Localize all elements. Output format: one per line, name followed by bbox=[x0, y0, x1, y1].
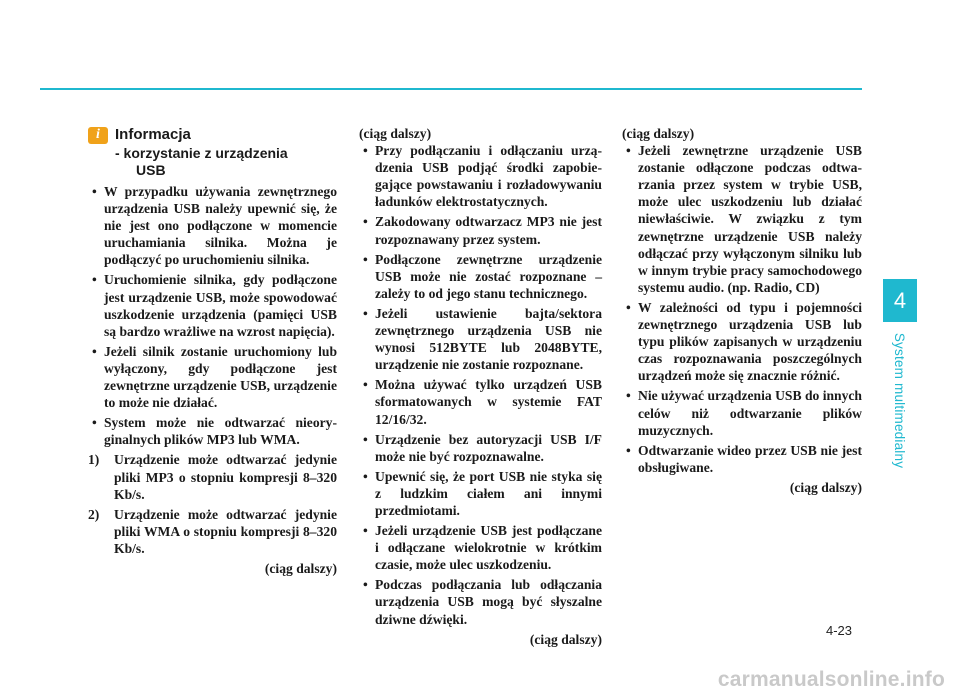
bullet-item: • W przypadku używania zewnętrznego urządzenia USB należy upewnić się, że nie jest ono podłączone w momencie uruchamiania silnika. Można je podłączyć po uruchomieniu silnika. bbox=[92, 184, 337, 268]
column-3 bbox=[622, 125, 862, 496]
bullet-item: • Uruchomienie silnika, gdy podłączone jest urządzenie USB, może spowodować uszkodzenie urządzenia (pamięci USB są bardzo wrażliwe na wzrost napięcia). bbox=[92, 272, 337, 339]
continued-note: (ciąg dalszy) bbox=[789, 479, 862, 495]
chapter-label-text: System multimedialny bbox=[892, 332, 908, 468]
bullet-text: Urządzenie bez autoryzacji USB I/F może nie być rozpoznawalne. bbox=[375, 431, 602, 464]
info-subtitle bbox=[88, 145, 337, 179]
bullet-text: Zakodowany odtwarzacz MP3 nie jest rozpoznawany przez system. bbox=[375, 214, 602, 247]
bullet-item: • Podłączone zewnętrzne urządzenie USB może nie zostać rozpoznane – zależy to od jego stanu technicznego. bbox=[363, 251, 602, 301]
chapter-tab[interactable]: 4 bbox=[883, 279, 917, 322]
bullet-text: Jeżeli urządzenie USB jest podłączane i odłączane wielokrotnie w krótkim czasie, może ulec uszkodzeniu. bbox=[375, 523, 602, 573]
bullet-text: Jeżeli silnik zostanie uruchomiony lub wyłączony, gdy podłączone jest zewnętrzne urządzenie USB, urządzenie to może nie działać. bbox=[104, 343, 337, 411]
numbered-text: Urządzenie może odtwarzać jedynie pliki MP3 o stopniu kompresji 8–320 Kb/s. bbox=[114, 452, 337, 502]
info-title: Informacja bbox=[115, 126, 191, 144]
bullet-item: • Jeżeli zewnętrzne urządzenie USB zostanie odłączone podczas odtwarzania przez system w trybie USB, może ulec uszkodzeniu lub działać niewłaściwie. W związku z tym zewnętrzne urządzenie USB należy odłączać przy wyłączonym silniku lub w innym trybie pracy samochodowego systemu audio. (np. Radio, CD) bbox=[626, 143, 862, 295]
bullet-item: • Przy podłączaniu i odłączaniu urządzenia USB podjąć środki zapobiegające powstawaniu i rozładowywaniu ładunków elektrostatycznych. bbox=[363, 143, 602, 210]
item-number: 2) bbox=[88, 506, 100, 522]
numbered-item bbox=[88, 451, 337, 502]
continued-note: (ciąg dalszy) bbox=[264, 560, 337, 576]
page-number: 4-23 bbox=[826, 623, 853, 638]
column-1 bbox=[88, 125, 337, 577]
header-rule bbox=[40, 88, 862, 90]
bullet-text: Nie używać urządzenia USB do innych celów niż odtwarzanie plików muzycznych. bbox=[638, 388, 862, 438]
bullet-text: Uruchomienie silnika, gdy podłączone jest urządzenie USB, może spowodować uszkodzenie urządzenia (pamięci USB są bardzo wrażliwe na wzrost napięcia). bbox=[104, 272, 337, 339]
column-2 bbox=[359, 125, 602, 648]
bullet-text: Podczas podłączania lub odłączania urządzenia USB mogą być słyszalne dziwne dźwięki. bbox=[375, 577, 602, 627]
bullet-text: W zależności od typu i pojemności zewnętrznego urządzenia USB lub typu plików zapisanych w urządzeniu czas rozpoznawania poszczególnych urządzeń może się znacznie różnić. bbox=[638, 299, 862, 384]
bullet-item: • Zakodowany odtwarzacz MP3 nie jest rozpoznawany przez system. bbox=[363, 214, 602, 247]
bullet-item: • W zależności od typu i pojemności zewnętrznego urządzenia USB lub typu plików zapisanych w urządzeniu czas rozpoznawania poszczególnych urządzeń może się znacznie różnić. bbox=[626, 299, 862, 384]
info-subtitle-line2: USB bbox=[136, 162, 166, 178]
bullet-text: Przy podłączaniu i odłączaniu urządzenia USB podjąć środki zapobiegające powstawaniu i rozładowywaniu ładunków elektrostatycznych. bbox=[375, 143, 602, 210]
continued-note: (ciąg dalszy) bbox=[529, 631, 602, 647]
bullet-item: • Urządzenie bez autoryzacji USB I/F może nie być rozpoznawalne. bbox=[363, 431, 602, 464]
bullet-text: Można używać tylko urządzeń USB sformatowanych w systemie FAT 12/16/32. bbox=[375, 377, 602, 427]
continued-header: (ciąg dalszy) bbox=[359, 126, 432, 141]
bullet-text: Jeżeli zewnętrzne urządzenie USB zostanie odłączone podczas odtwarzania przez system w trybie USB, może ulec uszkodzeniu lub działać niewłaściwie. W związku z tym zewnętrzne urządzenie USB należy odłączać przy wyłączonym silniku lub w innym trybie pracy samochodowego systemu audio. (np. Radio, CD) bbox=[638, 143, 862, 295]
continued-header: (ciąg dalszy) bbox=[622, 126, 695, 141]
bullet-item: • Podczas podłączania lub odłączania urządzenia USB mogą być słyszalne dziwne dźwięki. bbox=[363, 577, 602, 627]
bullet-item: • Jeżeli urządzenie USB jest podłączane i odłączane wielokrotnie w krótkim czasie, może ulec uszkodzeniu. bbox=[363, 523, 602, 573]
info-subtitle-line1: - korzystanie z urządzenia bbox=[115, 145, 288, 161]
bullet-text: System może nie odtwarzać nieoryginalnych plików MP3 lub WMA. bbox=[104, 415, 337, 448]
info-heading bbox=[88, 125, 337, 145]
watermark-text: carmanualsonline.info bbox=[717, 668, 945, 691]
bullet-text: Odtwarzanie wideo przez USB nie jest obsługiwane. bbox=[638, 442, 862, 475]
bullet-text: W przypadku używania zewnętrznego urządzenia USB należy upewnić się, że nie jest ono podłączone w momencie uruchamiania silnika. Można je podłączyć po uruchomieniu silnika. bbox=[104, 184, 337, 268]
chapter-label bbox=[883, 330, 917, 470]
bullet-item: • Upewnić się, że port USB nie styka się z ludzkim ciałem ani innymi przedmiotami. bbox=[363, 468, 602, 518]
info-icon: i bbox=[88, 127, 108, 144]
bullet-text: Jeżeli ustawienie bajta/sektora zewnętrznego urządzenia USB nie wynosi 512BYTE lub 2048BYTE, urządzenie nie zostanie rozpoznane. bbox=[375, 305, 602, 373]
bullet-item: • Jeżeli silnik zostanie uruchomiony lub wyłączony, gdy podłączone jest zewnętrzne urządzenie USB, urządzenie to może nie działać. bbox=[92, 343, 337, 411]
bullet-item: • System może nie odtwarzać nieoryginalnych plików MP3 lub WMA. bbox=[92, 415, 337, 448]
numbered-text: Urządzenie może odtwarzać jedynie pliki WMA o stopniu kompresji 8–320 Kb/s. bbox=[114, 506, 337, 556]
item-number: 1) bbox=[88, 452, 100, 468]
bullet-item: • Odtwarzanie wideo przez USB nie jest obsługiwane. bbox=[626, 442, 862, 475]
bullet-item: • Można używać tylko urządzeń USB sformatowanych w systemie FAT 12/16/32. bbox=[363, 377, 602, 427]
numbered-item bbox=[88, 506, 337, 557]
bullet-text: Podłączone zewnętrzne urządzenie USB może nie zostać rozpoznane – zależy to od jego stanu technicznego. bbox=[375, 251, 602, 301]
bullet-text: Upewnić się, że port USB nie styka się z ludzkim ciałem ani innymi przedmiotami. bbox=[375, 468, 602, 518]
bullet-item: • Nie używać urządzenia USB do innych celów niż odtwarzanie plików muzycznych. bbox=[626, 388, 862, 438]
bullet-item: • Jeżeli ustawienie bajta/sektora zewnętrznego urządzenia USB nie wynosi 512BYTE lub 2048BYTE, urządzenie nie zostanie rozpoznane. bbox=[363, 305, 602, 373]
